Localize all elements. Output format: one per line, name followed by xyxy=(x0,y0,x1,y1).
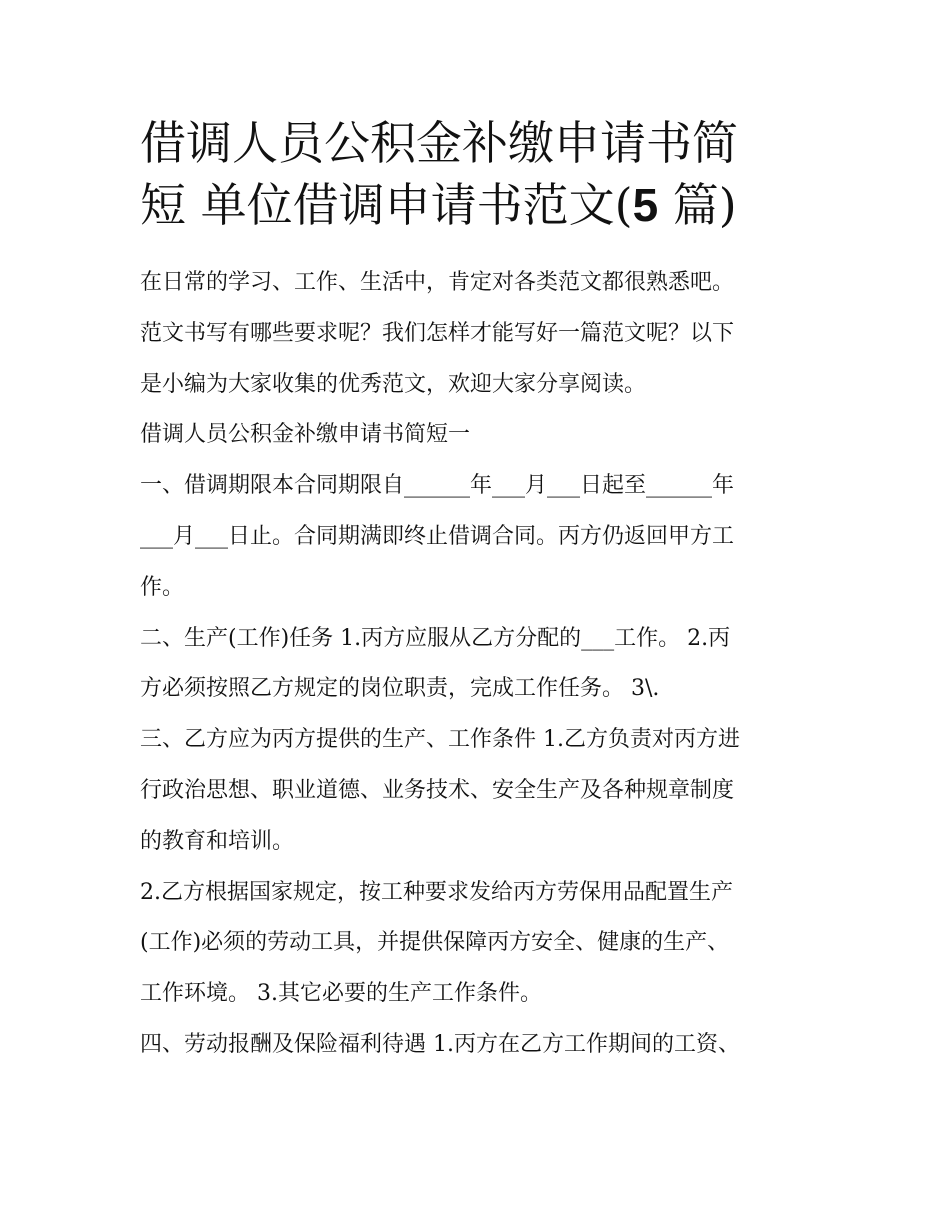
clause-4-line: 四、劳动报酬及保险福利待遇 1.丙方在乙方工作期间的工资、 xyxy=(140,1031,740,1057)
title-line-2-prefix: 短 单位借调申请书范文( xyxy=(140,178,633,232)
clause-3-item-2-line: (工作)必须的劳动工具，并提供保障丙方安全、健康的生产、 xyxy=(140,930,730,956)
clause-3-item-2-line: 工作环境。 3.其它必要的生产工作条件。 xyxy=(140,981,542,1007)
document-title xyxy=(140,112,820,236)
intro-line: 在日常的学习、工作、生活中，肯定对各类范文都很熟悉吧。 xyxy=(140,270,735,295)
clause-3-item-2-line: 2.乙方根据国家规定，按工种要求发给丙方劳保用品配置生产 xyxy=(140,879,733,905)
document-page xyxy=(140,112,820,1071)
document-body xyxy=(140,258,820,1071)
clause-3-line: 行政治思想、职业道德、业务技术、安全生产及各种规章制度 xyxy=(140,777,735,803)
clause-2-line: 方必须按照乙方规定的岗位职责，完成工作任务。 3\. xyxy=(140,676,660,702)
clause-1-line: 作。 xyxy=(140,574,185,600)
clause-2-line: 二、生产(工作)任务 1.丙方应服从乙方分配的___工作。 2.丙 xyxy=(140,625,731,651)
clause-3-line: 的教育和培训。 xyxy=(140,828,295,854)
title-line-2 xyxy=(140,174,820,236)
clause-3-line: 三、乙方应为丙方提供的生产、工作条件 1.乙方负责对丙方进 xyxy=(140,727,740,753)
title-count: 5 xyxy=(632,179,659,231)
title-line-2-suffix: 篇) xyxy=(658,178,737,232)
intro-line: 是小编为大家收集的优秀范文，欢迎大家分享阅读。 xyxy=(140,371,647,397)
clause-1-line: ___月___日止。合同期满即终止借调合同。丙方仍返回甲方工 xyxy=(140,523,735,549)
section-heading: 借调人员公积金补缴申请书简短一 xyxy=(140,422,471,448)
title-line-1: 借调人员公积金补缴申请书简 xyxy=(140,116,738,170)
intro-line: 范文书写有哪些要求呢？我们怎样才能写好一篇范文呢？以下 xyxy=(140,320,735,346)
clause-1-line: 一、借调期限本合同期限自______年___月___日起至______年 xyxy=(140,473,735,499)
